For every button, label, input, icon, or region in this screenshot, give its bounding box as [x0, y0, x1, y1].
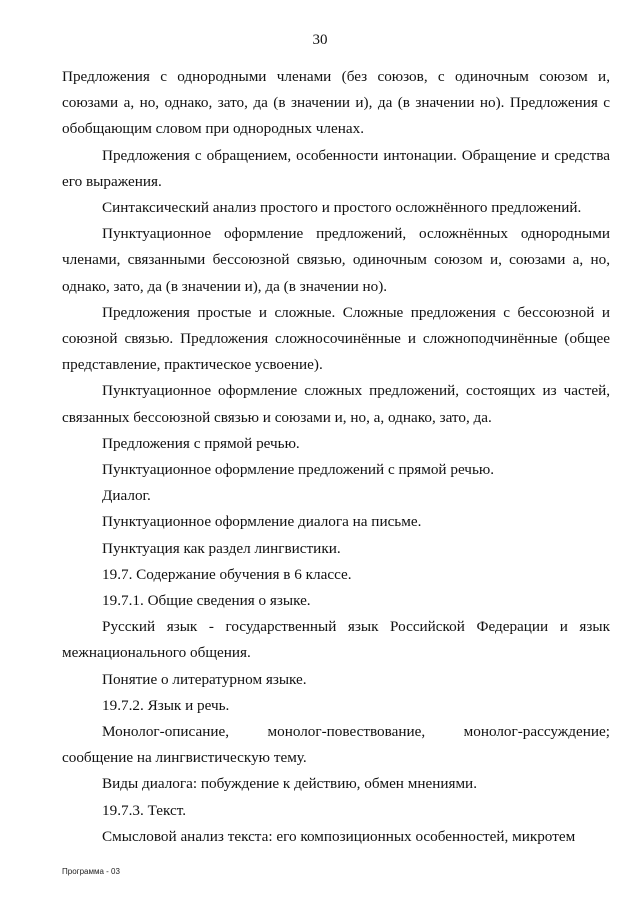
paragraph: Пунктуация как раздел лингвистики.: [102, 539, 341, 557]
section-heading: 19.7. Содержание обучения в 6 классе.: [102, 565, 352, 583]
paragraph: Предложения с прямой речью.: [102, 434, 300, 452]
document-body: [62, 64, 610, 850]
subsection-heading: 19.7.2. Язык и речь.: [102, 696, 230, 714]
paragraph: Синтаксический анализ простого и простого осложнённого предложений.: [102, 199, 582, 217]
paragraph: Предложения простые и сложные. Сложные предложения с бессоюзной и союзной связью. Предложения сложносочинённые и сложноподчинённые (общее представление, практическое усвоение).: [62, 303, 610, 374]
paragraph: Виды диалога: побуждение к действию, обмен мнениями.: [102, 775, 477, 793]
paragraph: Пунктуационное оформление предложений, осложнённых однородными членами, связанными бессоюзной связью, одиночным союзом и, союзами а, но, однако, зато, да (в значении и), да (в значении но).: [62, 225, 610, 295]
paragraph: Пунктуационное оформление предложений с прямой речью.: [102, 461, 495, 479]
paragraph: Пунктуационное оформление сложных предложений, состоящих из частей, связанных бессоюзной связью и союзами и, но, а, однако, зато, да.: [62, 382, 610, 426]
paragraph: Предложения с однородными членами (без союзов, с одиночным союзом и, союзами а, но, однако, зато, да (в значении и), да (в значении но). Предложения с обобщающим словом при однородных членах.: [62, 68, 610, 138]
paragraph: Понятие о литературном языке.: [102, 670, 307, 688]
footer-label: Программа - 03: [62, 867, 120, 876]
subsection-heading: 19.7.3. Текст.: [102, 801, 187, 819]
page-number: 30: [312, 32, 328, 48]
subsection-heading: 19.7.1. Общие сведения о языке.: [102, 592, 311, 610]
paragraph: Диалог.: [102, 487, 151, 505]
paragraph: Монолог-описание, монолог-повествование, монолог-рассуждение; сообщение на лингвистическую тему.: [62, 723, 610, 767]
paragraph: Смысловой анализ текста: его композиционных особенностей, микротем: [102, 827, 576, 845]
paragraph: Пунктуационное оформление диалога на письме.: [102, 513, 422, 531]
paragraph: Предложения с обращением, особенности интонации. Обращение и средства его выражения.: [62, 146, 610, 190]
paragraph: Русский язык - государственный язык Российской Федерации и язык межнационального общения.: [62, 618, 610, 662]
